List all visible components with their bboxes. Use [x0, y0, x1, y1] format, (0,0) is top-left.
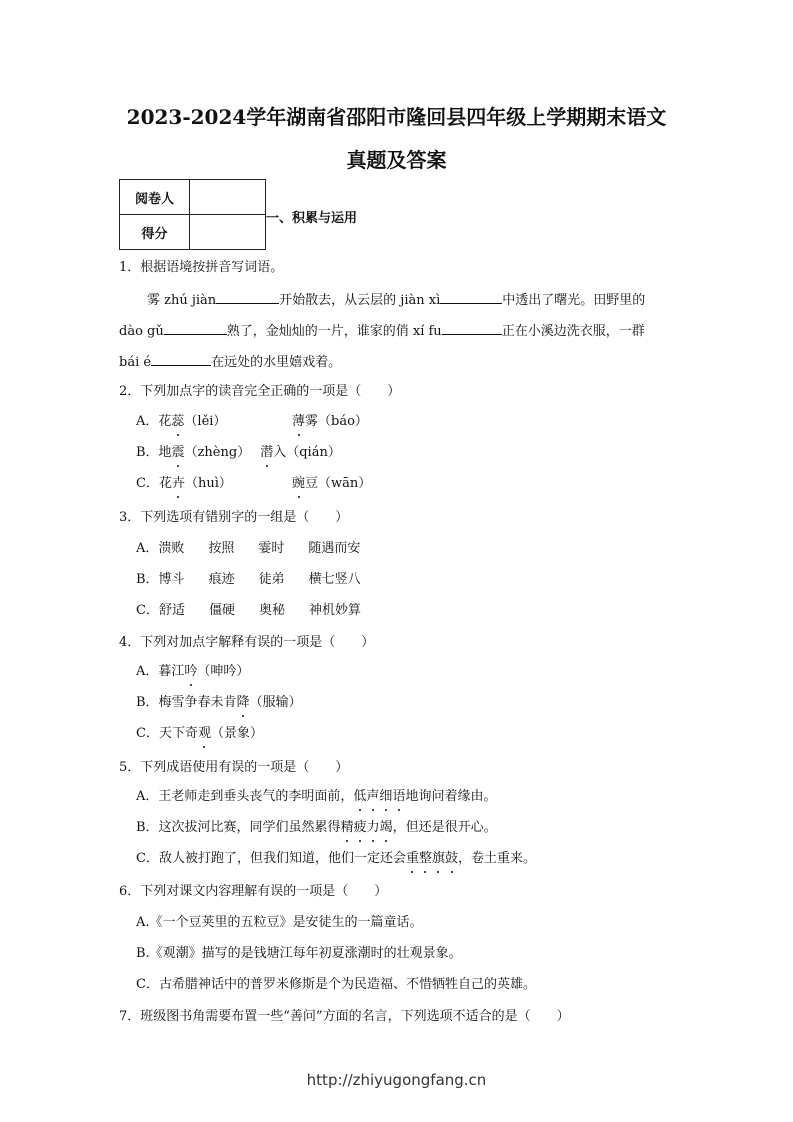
q4-c-prefix: C．天下奇	[136, 726, 198, 741]
q5-a-dotted: 低声细语	[353, 789, 406, 804]
q2-a1-prefix: A．花	[136, 414, 172, 429]
blank-1	[216, 290, 279, 304]
q4-a-suffix: （呻吟）	[197, 664, 250, 679]
q3-c-w2: 僵硬	[208, 603, 235, 618]
q5-c-dotted: 重整旗鼓	[405, 851, 459, 866]
q3-stem: 3．下列选项有错别字的一组是（ ）	[119, 510, 349, 525]
q4-b-suffix: （服输）	[249, 695, 302, 710]
q2-b1-prefix: B．地	[136, 445, 172, 460]
q5-b-suffix: ，但还是很开心。	[392, 820, 497, 835]
q5-c-suffix: ，卷土重来。	[458, 851, 537, 866]
q2-b1-dotted: 震	[171, 445, 185, 460]
q1-l3-a: bái é	[119, 355, 152, 370]
q1-l2-b: 熟了，金灿灿的一片，谁家的俏 xí fu	[226, 324, 442, 339]
q5-a-prefix: A．王老师走到垂头丧气的李明面前，	[136, 789, 354, 804]
q2-c2-dotted: 豌	[292, 476, 306, 491]
q4-a-prefix: A．暮江	[136, 664, 185, 679]
q4-a-dotted: 吟	[184, 664, 198, 679]
q1-l2-a: dào gǔ	[119, 324, 164, 339]
q3-a-w1: A．溃败	[136, 541, 185, 556]
section-title: 一、积累与运用	[266, 211, 358, 226]
q2-a1-dotted: 蕊	[171, 414, 185, 429]
q6-option-b: B.《观潮》描写的是钱塘江每年初夏涨潮时的壮观景象。	[136, 946, 462, 961]
q2-option-c2	[292, 475, 371, 493]
blank-2	[440, 290, 502, 304]
q1-l1-c: 中透出了曙光。田野里的	[502, 293, 646, 308]
q4-option-b	[136, 694, 302, 712]
q3-a-w4: 随遇而安	[308, 541, 361, 556]
q2-c1-prefix: C．花	[136, 476, 172, 491]
q3-c-w4: 神机妙算	[308, 603, 361, 618]
q5-b-dotted: 精疲力竭	[340, 820, 393, 835]
q3-option-a	[136, 540, 360, 558]
page-title-line2: 真题及答案	[346, 148, 447, 172]
q2-c1-dotted: 卉	[171, 476, 185, 491]
q1-l2-c: 正在小溪边洗衣服，一群	[501, 324, 645, 339]
q2-b1-suffix: （zhèng）	[184, 445, 251, 460]
q4-b-prefix: B．梅雪争春未肯	[136, 695, 237, 710]
q2-b2-dotted: 潜	[260, 445, 274, 460]
q2-a1-suffix: （lěi）	[184, 414, 227, 429]
q1-text-line2	[119, 321, 645, 341]
q2-a2-dotted: 薄	[292, 414, 306, 429]
q3-option-b	[136, 571, 361, 589]
q3-c-w1: C．舒适	[136, 603, 185, 618]
q4-option-a	[136, 663, 249, 681]
q7-stem: 7．班级图书角需要布置一些“善问”方面的名言，下列选项不适合的是（ ）	[119, 1009, 570, 1024]
blank-5	[151, 352, 211, 366]
q2-option-a2	[292, 413, 368, 431]
q6-option-a: A.《一个豆荚里的五粒豆》是安徒生的一篇童话。	[136, 915, 423, 930]
q3-c-w3: 奥秘	[258, 603, 285, 618]
q5-option-b	[136, 819, 497, 837]
q5-a-suffix: 地询问着缘由。	[405, 789, 497, 804]
q2-option-a	[136, 413, 226, 431]
q6-stem: 6．下列对课文内容理解有误的一项是（ ）	[119, 884, 388, 899]
footer-url[interactable]: http://zhiyugongfang.cn	[306, 1071, 487, 1089]
q3-b-w2: 痕迹	[208, 572, 235, 587]
q3-b-w4: 横七竖八	[308, 572, 361, 587]
score-cell	[190, 215, 266, 250]
q4-c-suffix: （景象）	[210, 726, 263, 741]
q1-l1-a: 雾 zhú jiàn	[147, 293, 217, 308]
q1-text-line3	[119, 352, 341, 372]
q3-a-w3: 霎时	[258, 541, 285, 556]
reviewer-cell	[190, 180, 266, 215]
q5-stem: 5．下列成语使用有误的一项是（ ）	[119, 760, 349, 775]
q5-option-c	[136, 850, 536, 868]
q2-c1-suffix: （huì）	[184, 476, 232, 491]
q4-option-c	[136, 725, 263, 743]
q1-text-line1	[147, 290, 645, 310]
reviewer-label: 阅卷人	[120, 180, 190, 215]
q2-option-c	[136, 475, 232, 493]
page-title-line1: 2023-2024学年湖南省邵阳市隆回县四年级上学期期末语文	[126, 105, 667, 129]
q2-stem: 2．下列加点字的读音完全正确的一项是（ ）	[119, 384, 401, 399]
q4-b-dotted: 降	[236, 695, 250, 710]
q5-c-prefix: C．敌人被打跑了，但我们知道，他们一定还会	[136, 851, 406, 866]
q3-option-c	[136, 602, 361, 620]
score-label: 得分	[120, 215, 190, 250]
blank-3	[164, 321, 227, 335]
q5-option-a	[136, 788, 496, 806]
score-table	[119, 179, 266, 250]
q1-l1-b: 开始散去，从云层的 jiàn xì	[279, 293, 441, 308]
q2-a2-suffix: 雾（báo）	[305, 414, 368, 429]
q6-option-c: C．古希腊神话中的普罗米修斯是个为民造福、不惜牺牲自己的英雄。	[136, 977, 536, 992]
q3-b-w3: 徒弟	[258, 572, 285, 587]
q3-a-w2: 按照	[208, 541, 235, 556]
q2-option-b	[136, 444, 341, 462]
q4-c-dotted: 观	[197, 726, 211, 741]
q2-b2-suffix: 入（qián）	[273, 445, 341, 460]
q5-b-prefix: B．这次拔河比赛，同学们虽然累得	[136, 820, 341, 835]
q4-stem: 4．下列对加点字解释有误的一项是（ ）	[119, 635, 375, 650]
q2-c2-suffix: 豆（wān）	[305, 476, 372, 491]
blank-4	[442, 321, 502, 335]
q3-b-w1: B．博斗	[136, 572, 185, 587]
q1-stem: 1．根据语境按拼音写词语。	[119, 260, 284, 275]
q1-l3-b: 在远处的水里嬉戏着。	[211, 355, 342, 370]
